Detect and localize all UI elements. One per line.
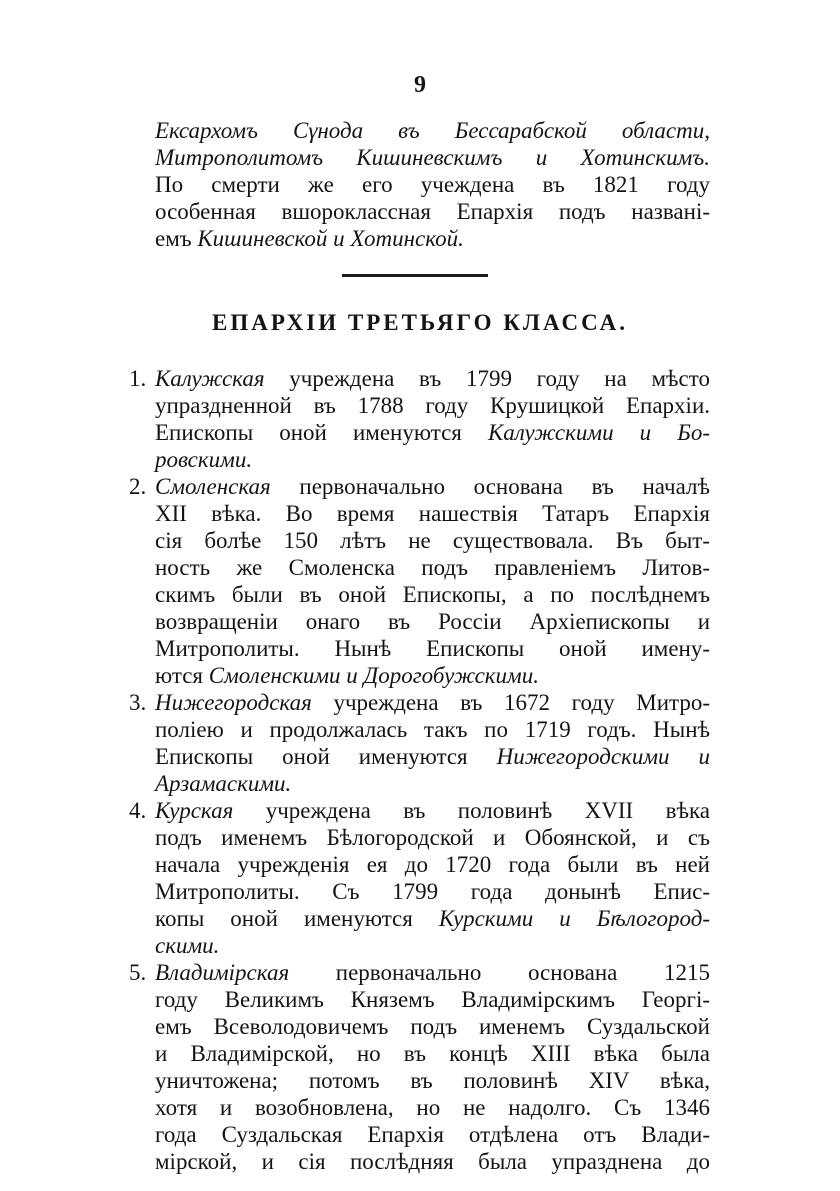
text-line — [155, 446, 710, 473]
text-segment: ются — [155, 663, 209, 688]
italic-text: Кишиневской и Хотинской. — [197, 226, 464, 251]
text-segment: подъ именемъ Бѣлогородской и Обоянской, и съ — [155, 825, 710, 850]
text-segment: Митрополиты. Нынѣ Епископы оной имену- — [155, 636, 710, 661]
text-line — [155, 1067, 710, 1094]
text-line — [155, 986, 710, 1013]
text-segment: XII вѣка. Во время нашествія Татаръ Епархія — [155, 501, 710, 526]
text-line — [155, 581, 710, 608]
text-segment: сія болѣе 150 лѣтъ не существовала. Въ быт- — [155, 528, 710, 553]
text-segment: копы оной именуются — [155, 906, 439, 931]
continuation-paragraph — [155, 117, 710, 252]
text-line — [155, 1121, 710, 1148]
section-divider — [342, 274, 488, 277]
eparchy-entry — [129, 959, 710, 1175]
eparchy-entry — [129, 473, 710, 689]
eparchy-entry — [129, 365, 711, 473]
entry-number: 3. — [129, 690, 147, 715]
page-number: 9 — [414, 72, 426, 98]
text-segment: Митрополиты. Съ 1799 года донынѣ Епис- — [155, 879, 710, 904]
eparchy-list — [129, 365, 711, 1175]
entry-number: 2. — [129, 474, 147, 499]
eparchy-entry — [129, 797, 710, 959]
text-line — [155, 689, 710, 716]
text-segment: начала учрежденія ея до 1720 года были въ ней — [155, 852, 710, 877]
italic-text: ровскими. — [155, 447, 253, 472]
italic-text: Ексархомъ Сγнода въ Бессарабской области, — [155, 118, 710, 143]
entry-number: 4. — [129, 798, 147, 823]
text-line — [155, 392, 710, 419]
italic-text: Нижегородская — [155, 690, 312, 715]
text-segment: особенная вшороклассная Епархія подъ названі- — [155, 199, 710, 224]
text-line — [155, 770, 710, 797]
text-line — [155, 824, 710, 851]
text-line — [155, 959, 710, 986]
text-segment: учреждена въ 1672 году Митро- — [311, 690, 710, 715]
italic-text: Калужская — [155, 366, 265, 391]
text-segment: возвращеніи онаго въ Россіи Архіепископы и — [155, 609, 710, 634]
text-segment: емъ Всеволодовичемъ подъ именемъ Суздальской — [155, 1014, 710, 1039]
italic-text: Смоленская — [155, 474, 271, 499]
entry-number: 5. — [129, 960, 147, 985]
italic-text: Курскими и Бѣлогород- — [438, 906, 710, 931]
text-segment: ность же Смоленска подъ правленіемъ Литов- — [155, 555, 710, 580]
text-line — [155, 662, 710, 689]
text-line — [155, 635, 710, 662]
text-line — [155, 878, 710, 905]
section-heading: ЕПАРХІИ ТРЕТЬЯГО КЛАССА. — [212, 310, 628, 335]
italic-text: Смоленскими и Дорогобужскими. — [208, 663, 539, 688]
text-line — [155, 171, 710, 198]
text-line — [155, 198, 710, 225]
text-line — [155, 117, 710, 144]
italic-text: Владимірская — [155, 960, 290, 985]
text-line — [155, 144, 710, 171]
text-segment: учреждена въ половинѣ XVII вѣка — [233, 798, 710, 823]
text-segment: и Владимірской, но въ концѣ XIII вѣка была — [155, 1041, 710, 1066]
text-segment: По смерти же его учеждена въ 1821 году — [155, 172, 710, 197]
text-line — [155, 365, 710, 392]
text-segment: Епископы оной именуются — [155, 420, 488, 445]
italic-text: Нижегородскими и — [496, 744, 710, 769]
text-line — [155, 473, 710, 500]
text-segment: Епископы оной именуются — [155, 744, 497, 769]
text-line — [155, 797, 710, 824]
text-line — [155, 932, 710, 959]
text-line — [155, 608, 710, 635]
text-line — [155, 743, 710, 770]
text-line — [155, 1148, 710, 1175]
text-line — [155, 225, 710, 252]
text-line — [155, 905, 710, 932]
text-segment: года Суздальская Епархія отдѣлена отъ Влади- — [155, 1122, 710, 1147]
eparchy-entry — [129, 689, 710, 797]
text-segment: емъ — [155, 226, 198, 251]
text-segment: упраздненной въ 1788 году Крушицкой Епархіи. — [155, 393, 710, 418]
text-segment: уничтожена; потомъ въ половинѣ XIV вѣка, — [155, 1068, 710, 1093]
italic-text: Курская — [155, 798, 234, 823]
text-segment: хотя и возобновлена, но не надолго. Съ 1346 — [155, 1095, 710, 1120]
text-segment: первоначально основана въ началѣ — [270, 474, 710, 499]
text-line — [155, 527, 710, 554]
text-line — [155, 419, 710, 446]
text-line — [155, 716, 710, 743]
text-line — [155, 1094, 710, 1121]
text-segment: учреждена въ 1799 году на мѣсто — [264, 366, 710, 391]
italic-text: скими. — [155, 933, 220, 958]
entry-number: 1. — [129, 366, 147, 391]
text-segment: поліею и продолжалась такъ по 1719 годъ. Нынѣ — [155, 717, 710, 742]
italic-text: Калужскими и Бо- — [487, 420, 711, 445]
text-segment: скимъ были въ оной Епископы, а по послѣднемъ — [155, 582, 710, 607]
text-line — [155, 1040, 710, 1067]
text-line — [155, 554, 710, 581]
italic-text: Арзамаскими. — [155, 771, 292, 796]
text-segment: мірской, и сія послѣдняя была упразднена до — [155, 1149, 710, 1174]
text-line — [155, 1013, 710, 1040]
text-segment: первоначально основана 1215 — [289, 960, 710, 985]
italic-text: Митрополитомъ Кишиневскимъ и Хотинскимъ. — [155, 145, 710, 170]
text-segment: году Великимъ Княземъ Владимірскимъ Георгі- — [155, 987, 710, 1012]
text-line — [155, 851, 710, 878]
text-line — [155, 500, 710, 527]
